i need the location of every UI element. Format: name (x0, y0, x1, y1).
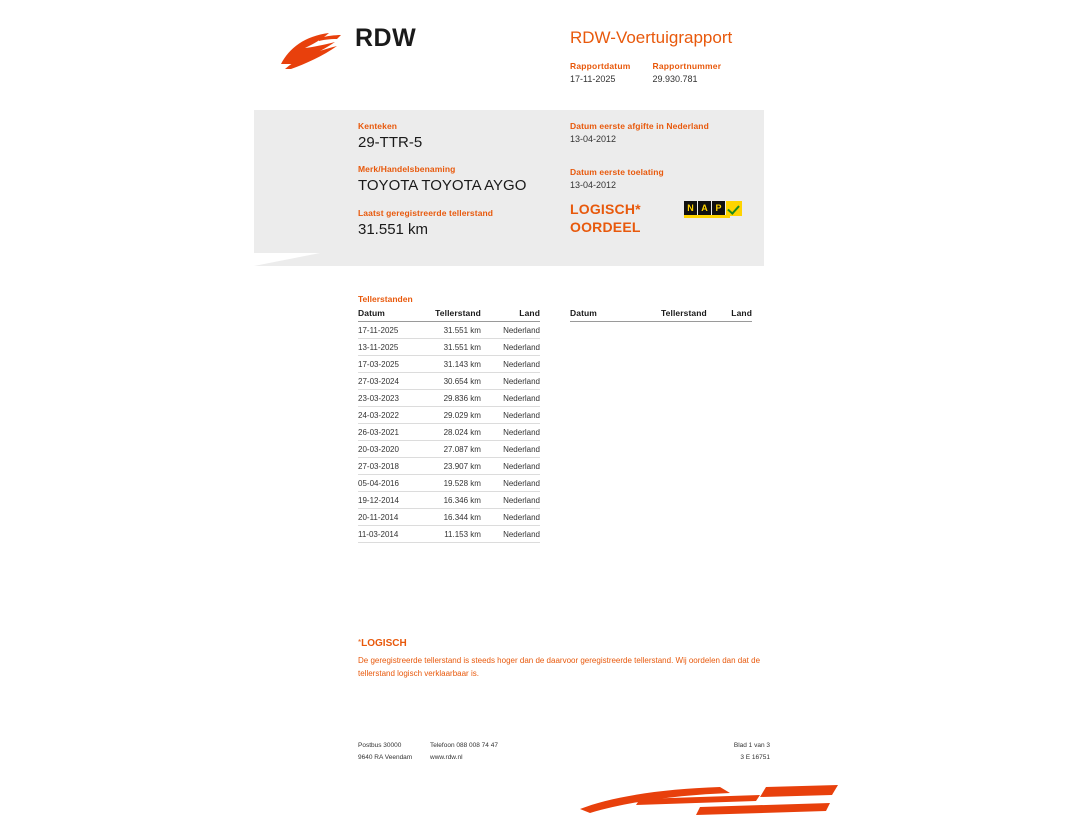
report-date-value: 17-11-2025 (570, 74, 616, 84)
cell-tellerstand: 30.654 km (415, 373, 489, 390)
field-first-admission (570, 167, 770, 190)
cell-land: Nederland (489, 492, 540, 509)
cell-land: Nederland (489, 509, 540, 526)
table-row (358, 509, 540, 526)
odometer-table-left (358, 308, 540, 543)
report-meta (570, 61, 721, 84)
report-number (652, 61, 721, 84)
table-row (358, 475, 540, 492)
cell-land: Nederland (489, 373, 540, 390)
cell-tellerstand: 29.029 km (415, 407, 489, 424)
col-tellerstand: Tellerstand (415, 308, 489, 322)
cell-datum: 17-03-2025 (358, 356, 415, 373)
footer-logo-icon (580, 785, 840, 815)
col-land: Land (489, 308, 540, 322)
nap-underline (684, 215, 730, 218)
cell-land: Nederland (489, 356, 540, 373)
first-admission-label: Datum eerste toelating (570, 167, 664, 177)
cell-tellerstand: 27.087 km (415, 441, 489, 458)
licence-plate-label: Kenteken (358, 121, 398, 131)
footer-form-code: 3 E 16751 (740, 754, 770, 762)
cell-tellerstand: 19.528 km (415, 475, 489, 492)
summary-left-column (358, 121, 558, 251)
table-row (358, 356, 540, 373)
footer-page-count: Blad 1 van 3 (733, 742, 770, 749)
cell-datum: 20-03-2020 (358, 441, 415, 458)
field-last-odometer (358, 208, 558, 238)
page-footer (358, 740, 770, 765)
table-header-row (358, 308, 540, 322)
cell-land: Nederland (489, 458, 540, 475)
last-odometer-value: 31.551 km (358, 220, 429, 238)
first-issue-nl-value: 13-04-2012 (570, 134, 617, 144)
cell-land: Nederland (489, 322, 540, 339)
cell-datum: 11-03-2014 (358, 526, 415, 543)
col-datum: Datum (570, 308, 618, 322)
cell-land: Nederland (489, 526, 540, 543)
verdict-line-1: LOGISCH* (570, 201, 641, 217)
odometer-rows-left (358, 322, 540, 543)
cell-datum: 20-11-2014 (358, 509, 415, 526)
nap-letter-a: A (698, 201, 711, 215)
cell-datum: 27-03-2024 (358, 373, 415, 390)
footnote-title-text: LOGISCH (361, 638, 407, 649)
table-row (358, 458, 540, 475)
odometer-section-title: Tellerstanden (358, 294, 413, 304)
cell-land: Nederland (489, 407, 540, 424)
footer-line-2 (358, 752, 770, 764)
cell-tellerstand: 31.551 km (415, 339, 489, 356)
col-tellerstand: Tellerstand (618, 308, 715, 322)
nap-check-icon (726, 201, 742, 216)
report-number-value: 29.930.781 (652, 74, 698, 84)
cell-land: Nederland (489, 441, 540, 458)
cell-datum: 13-11-2025 (358, 339, 415, 356)
cell-tellerstand: 16.344 km (415, 509, 489, 526)
cell-datum: 24-03-2022 (358, 407, 415, 424)
footer-phone: Telefoon 088 008 74 47 (430, 742, 498, 749)
verdict-line-2: OORDEEL (570, 219, 641, 236)
licence-plate-value: 29-TTR-5 (358, 134, 423, 151)
cell-datum: 17-11-2025 (358, 322, 415, 339)
cell-tellerstand: 16.346 km (415, 492, 489, 509)
rdw-logo-icon (279, 30, 345, 72)
cell-land: Nederland (489, 390, 540, 407)
table-row (358, 407, 540, 424)
cell-tellerstand: 11.153 km (415, 526, 489, 543)
cell-datum: 26-03-2021 (358, 424, 415, 441)
make-model-value: TOYOTA TOYOTA AYGO (358, 177, 527, 195)
cell-tellerstand: 23.907 km (415, 458, 489, 475)
cell-tellerstand: 31.551 km (415, 322, 489, 339)
nap-letter-p: P (712, 201, 725, 215)
report-date-label: Rapportdatum (570, 61, 631, 71)
table-row (358, 424, 540, 441)
report-number-label: Rapportnummer (652, 61, 722, 71)
footnote-body: De geregistreerde tellerstand is steeds hoger dan de daarvoor geregistreerde tellerstand. Wij oordelen dan dat de tellerstand logisch verklaarbaar is. (358, 656, 761, 678)
table-row (358, 441, 540, 458)
footer-address-line2: 9640 RA Veendam (358, 754, 413, 762)
cell-datum: 23-03-2023 (358, 390, 415, 407)
table-row (358, 373, 540, 390)
footnote-star: * (358, 638, 362, 647)
footer-website[interactable]: www.rdw.nl (430, 754, 463, 762)
cell-tellerstand: 31.143 km (415, 356, 489, 373)
verdict-text (570, 200, 641, 236)
cell-datum: 27-03-2018 (358, 458, 415, 475)
last-odometer-label: Laatst geregistreerde tellerstand (358, 207, 494, 218)
col-land: Land (715, 308, 752, 322)
footnote-title (358, 638, 407, 649)
rdw-wordmark: RDW (355, 24, 417, 52)
table-header-row (570, 308, 752, 322)
field-make-model (358, 164, 558, 194)
make-model-label: Merk/Handelsbenaming (358, 164, 456, 175)
field-first-issue-nl (570, 121, 770, 144)
page-title: RDW-Voertuigrapport (570, 28, 733, 47)
table-row (358, 322, 540, 339)
cell-land: Nederland (489, 339, 540, 356)
cell-land: Nederland (489, 424, 540, 441)
first-admission-value: 13-04-2012 (570, 180, 617, 190)
table-row (358, 390, 540, 407)
footer-address-line1: Postbus 30000 (358, 742, 402, 749)
table-row (358, 339, 540, 356)
table-row (358, 492, 540, 509)
cell-tellerstand: 28.024 km (415, 424, 489, 441)
cell-datum: 05-04-2016 (358, 475, 415, 492)
cell-datum: 19-12-2014 (358, 492, 415, 509)
report-date (570, 61, 630, 84)
table-row (358, 526, 540, 543)
col-datum: Datum (358, 308, 415, 322)
field-licence-plate (358, 121, 558, 151)
nap-letter-n: N (684, 201, 697, 215)
first-issue-nl-label: Datum eerste afgifte in Nederland (570, 121, 709, 131)
cell-land: Nederland (489, 475, 540, 492)
footer-line-1 (358, 740, 770, 752)
odometer-table-right (570, 308, 752, 322)
cell-tellerstand: 29.836 km (415, 390, 489, 407)
